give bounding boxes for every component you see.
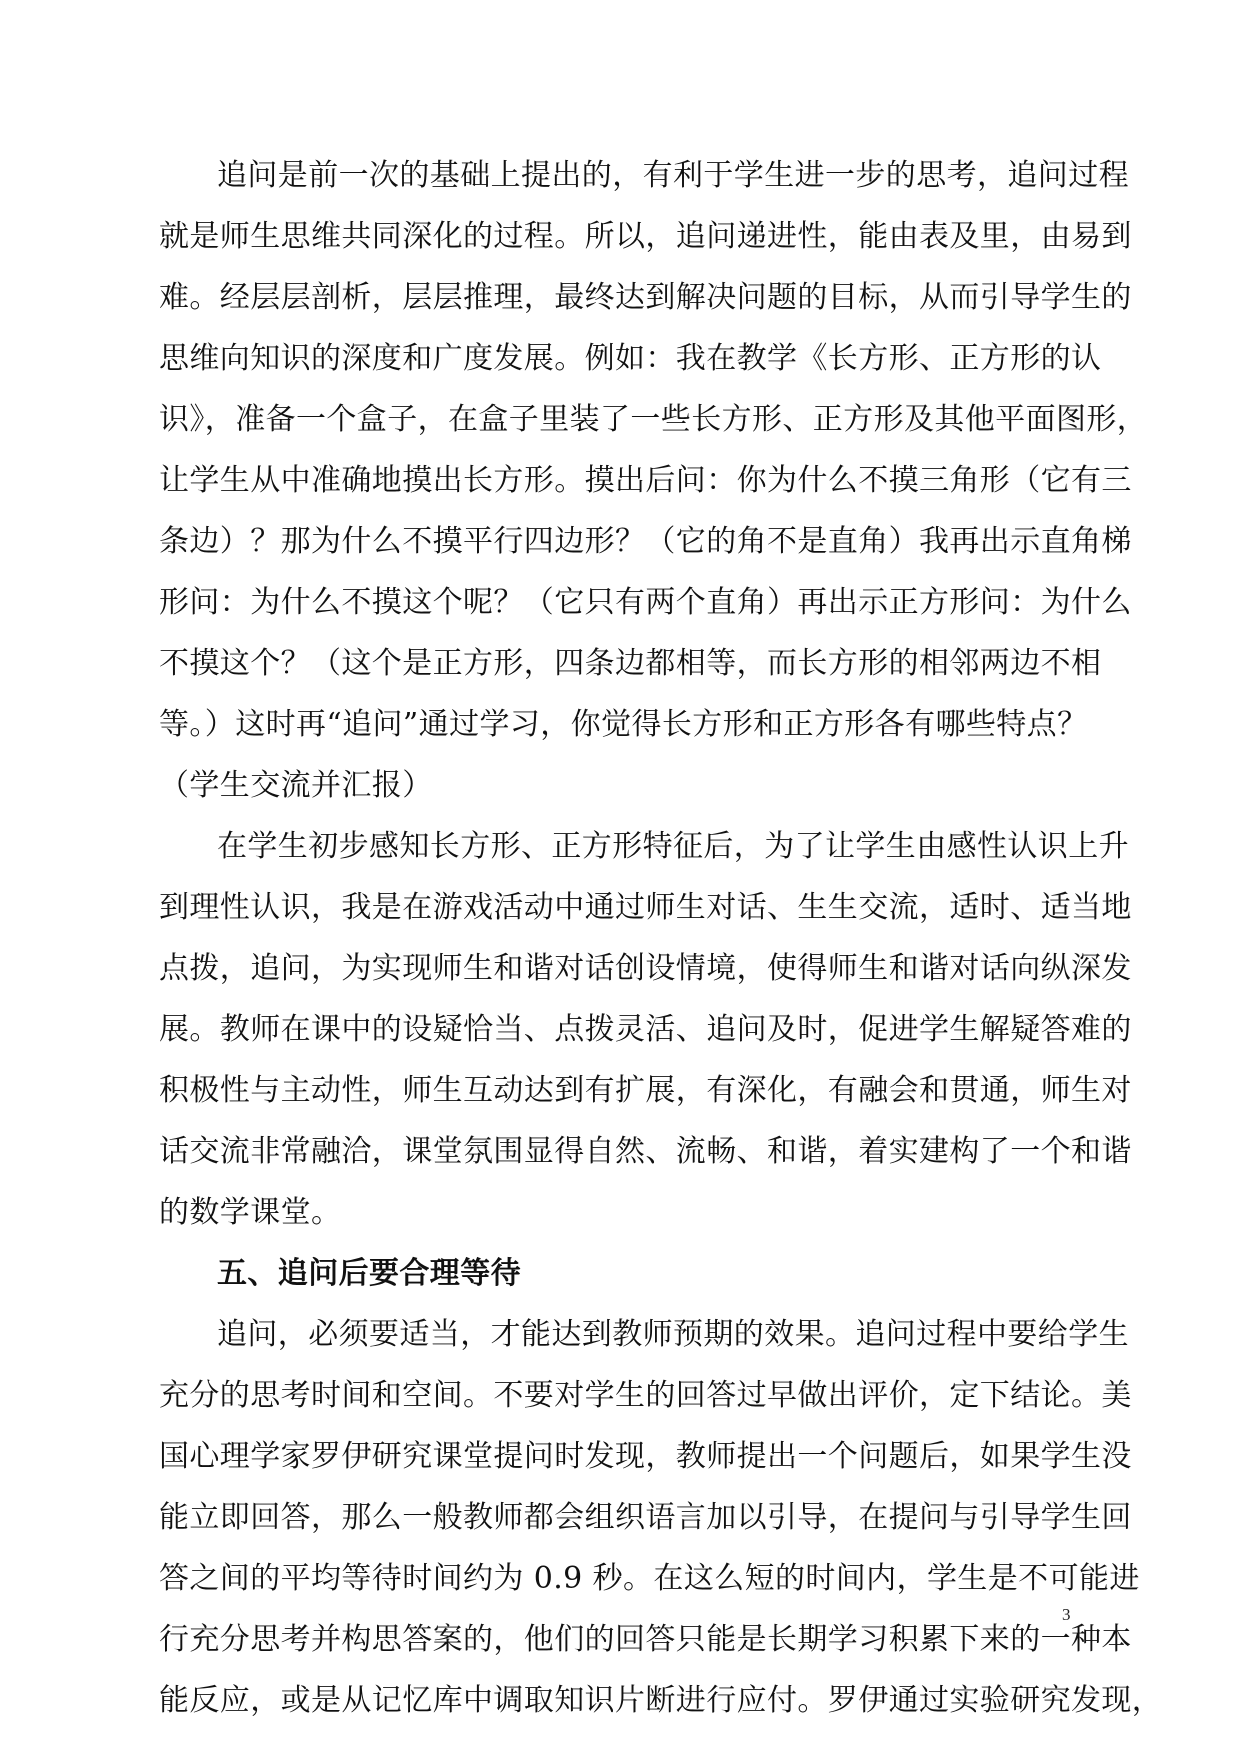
paragraph-line: 话交流非常融洽，课堂氛围显得自然、流畅、和谐，着实建构了一个和谐: [159, 1134, 1132, 1169]
paragraph-line: 等。）这时再“追问”通过学习，你觉得长方形和正方形各有哪些特点？: [159, 707, 1088, 742]
paragraph-line: 形问：为什么不摸这个呢？（它只有两个直角）再出示正方形问：为什么: [159, 585, 1132, 620]
paragraph-line: 国心理学家罗伊研究课堂提问时发现，教师提出一个问题后，如果学生没: [159, 1439, 1132, 1474]
paragraph-line: 条边）？那为什么不摸平行四边形？（它的角不是直角）我再出示直角梯: [159, 524, 1132, 559]
paragraph-line: 的数学课堂。: [159, 1195, 342, 1230]
paragraph-line: 能反应，或是从记忆库中调取知识片断进行应付。罗伊通过实验研究发现，: [159, 1683, 1163, 1718]
paragraph-line: 积极性与主动性，师生互动达到有扩展，有深化，有融会和贯通，师生对: [159, 1073, 1132, 1108]
page-number: 3: [1062, 1605, 1071, 1624]
paragraph-line: 行充分思考并构思答案的，他们的回答只能是长期学习积累下来的一种本: [159, 1622, 1132, 1657]
paragraph-line: 在学生初步感知长方形、正方形特征后，为了让学生由感性认识上升: [217, 829, 1129, 864]
paragraph-line: 到理性认识，我是在游戏活动中通过师生对话、生生交流，适时、适当地: [159, 890, 1132, 925]
paragraph-line: 追问，必须要适当，才能达到教师预期的效果。追问过程中要给学生: [217, 1317, 1129, 1352]
paragraph-line: 不摸这个？（这个是正方形，四条边都相等，而长方形的相邻两边不相: [159, 646, 1102, 681]
paragraph-line: 难。经层层剖析，层层推理，最终达到解决问题的目标，从而引导学生的: [159, 280, 1132, 315]
paragraph-line: 点拨，追问，为实现师生和谐对话创设情境，使得师生和谐对话向纵深发: [159, 951, 1132, 986]
paragraph-line: 识》，准备一个盒子，在盒子里装了一些长方形、正方形及其他平面图形，: [159, 402, 1148, 437]
paragraph-line: 思维向知识的深度和广度发展。例如：我在教学《长方形、正方形的认: [159, 341, 1102, 376]
section-heading: 五、追问后要合理等待: [217, 1256, 521, 1291]
paragraph-line: 答之间的平均等待时间约为 0.9 秒。在这么短的时间内，学生是不可能进: [159, 1561, 1140, 1596]
paragraph-line: 让学生从中准确地摸出长方形。摸出后问：你为什么不摸三角形（它有三: [159, 463, 1132, 498]
paragraph-line: （学生交流并汇报）: [159, 768, 433, 803]
paragraph-line: 充分的思考时间和空间。不要对学生的回答过早做出评价，定下结论。美: [159, 1378, 1132, 1413]
paragraph-line: 就是师生思维共同深化的过程。所以，追问递进性，能由表及里，由易到: [159, 219, 1132, 254]
body-text: [159, 145, 1163, 1731]
paragraph-line: 能立即回答，那么一般教师都会组织语言加以引导，在提问与引导学生回: [159, 1500, 1132, 1535]
paragraph-line: 追问是前一次的基础上提出的，有利于学生进一步的思考，追问过程: [217, 158, 1129, 193]
paragraph-line: 展。教师在课中的设疑恰当、点拨灵活、追问及时，促进学生解疑答难的: [159, 1012, 1132, 1047]
